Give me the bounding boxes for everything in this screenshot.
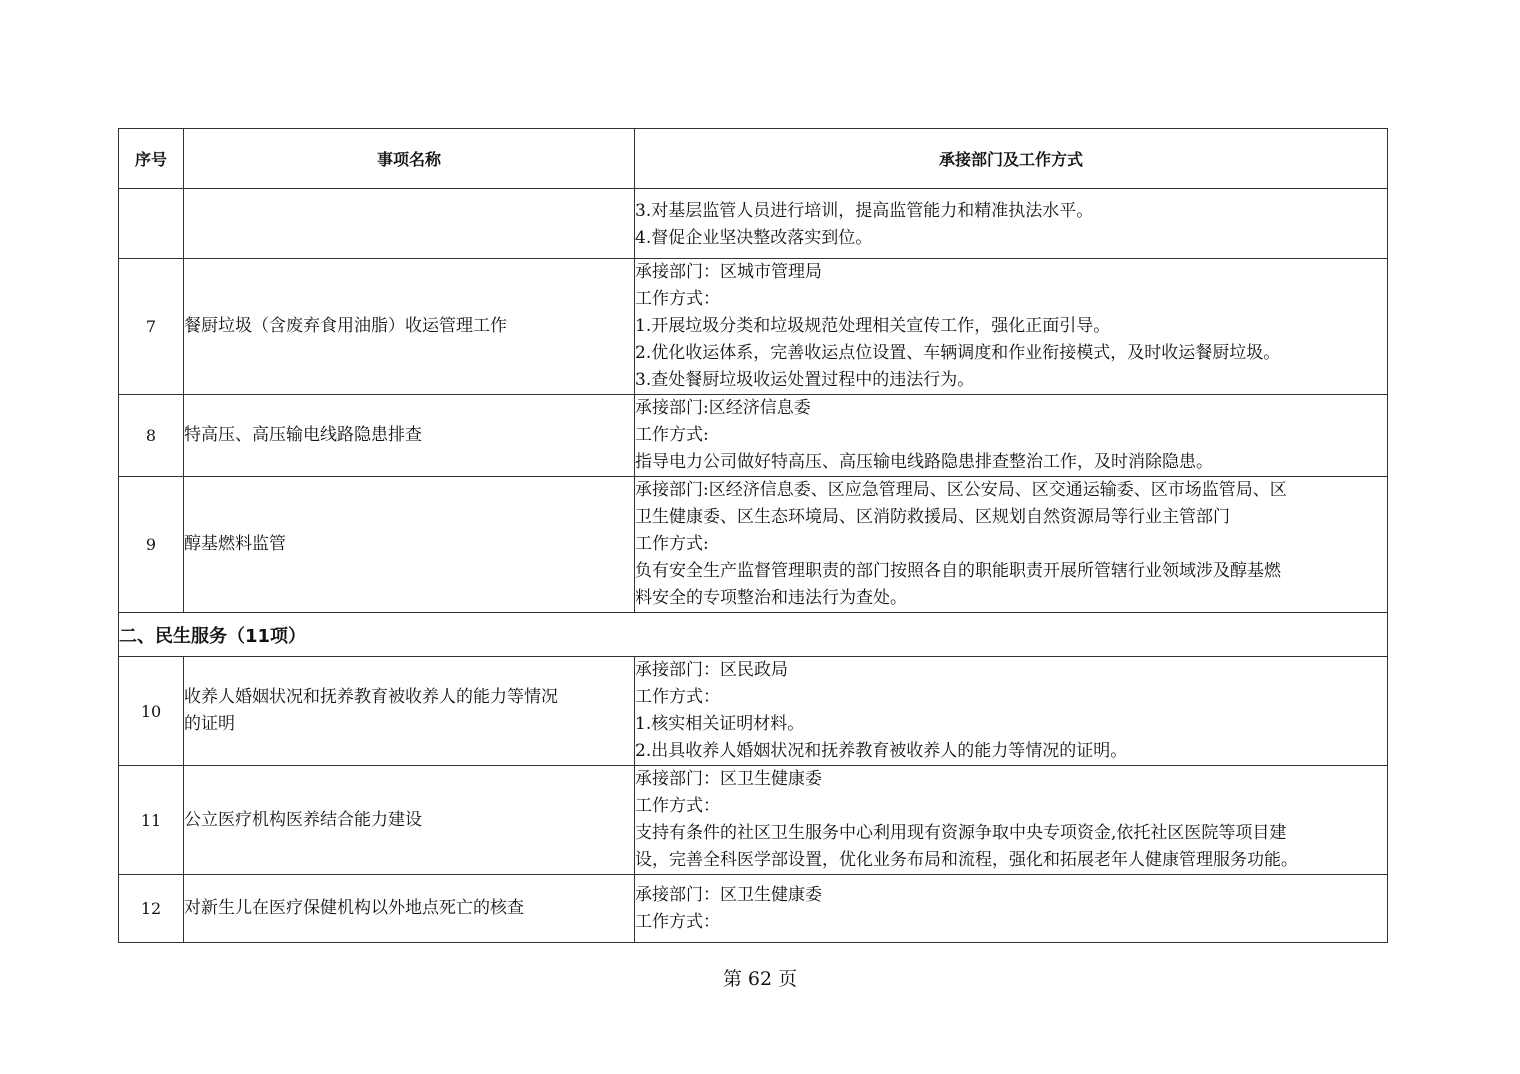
work-line: 承接部门：区城市管理局 [635,262,822,282]
row-name: 醇基燃料监管 [184,477,635,613]
work-line: 负有安全生产监督管理职责的部门按照各自的职能职责开展所管辖行业领域涉及醇基燃 [635,561,1281,581]
row-name [184,189,635,259]
row-work [635,766,1388,875]
work-line: 承接部门：区卫生健康委 [635,769,822,789]
row-work [635,189,1388,259]
row-name: 餐厨垃圾（含废弃食用油脂）收运管理工作 [184,259,635,395]
row-name [184,657,635,766]
work-line: 工作方式: [635,425,709,445]
header-name: 事项名称 [184,129,635,189]
row-seq: 12 [119,875,184,943]
work-line: 工作方式： [635,911,720,932]
table-row [119,766,1388,875]
row-name: 特高压、高压输电线路隐患排查 [184,395,635,477]
section-row [119,613,1388,657]
row-work [635,875,1388,943]
row-seq [119,189,184,259]
work-line: 承接部门:区经济信息委、区应急管理局、区公安局、区交通运输委、区市场监管局、区 [635,480,1287,500]
row-seq: 7 [119,259,184,395]
row-seq: 10 [119,657,184,766]
work-line: 4.督促企业坚决整改落实到位。 [635,227,873,248]
table-row [119,395,1388,477]
row-work [635,259,1388,395]
work-line: 工作方式： [635,796,720,816]
work-line: 承接部门:区经济信息委 [635,398,811,418]
work-line: 2.优化收运体系，完善收运点位设置、车辆调度和作业衔接模式，及时收运餐厨垃圾。 [635,343,1281,363]
row-seq: 8 [119,395,184,477]
work-line: 工作方式： [635,289,720,309]
table-row [119,657,1388,766]
table-header-row [119,129,1388,189]
row-work [635,395,1388,477]
work-line: 设，完善全科医学部设置，优化业务布局和流程，强化和拓展老年人健康管理服务功能。 [635,850,1298,870]
row-name: 对新生儿在医疗保健机构以外地点死亡的核查 [184,875,635,943]
table-row [119,259,1388,395]
work-line: 3.对基层监管人员进行培训，提高监管能力和精准执法水平。 [635,200,1094,221]
work-line: 1.核实相关证明材料。 [635,714,805,734]
work-line: 支持有条件的社区卫生服务中心利用现有资源争取中央专项资金,依托社区医院等项目建 [635,823,1287,843]
row-work [635,657,1388,766]
work-line: 卫生健康委、区生态环境局、区消防救援局、区规划自然资源局等行业主管部门 [635,507,1230,527]
work-line: 工作方式: [635,534,709,554]
page-number: 第 62 页 [722,968,798,990]
table-row [119,477,1388,613]
work-line: 承接部门：区卫生健康委 [635,884,822,905]
work-line: 指导电力公司做好特高压、高压输电线路隐患排查整治工作，及时消除隐患。 [635,452,1213,472]
table-row [119,189,1388,259]
work-line: 1.开展垃圾分类和垃圾规范处理相关宣传工作，强化正面引导。 [635,316,1111,336]
work-line: 承接部门：区民政局 [635,660,788,680]
header-dept: 承接部门及工作方式 [635,129,1388,189]
header-seq: 序号 [119,129,184,189]
work-line: 工作方式： [635,687,720,707]
section-title: 二、民生服务（11项） [119,613,1388,657]
work-line: 料安全的专项整治和违法行为查处。 [635,588,907,608]
row-seq: 11 [119,766,184,875]
work-line: 3.查处餐厨垃圾收运处置过程中的违法行为。 [635,370,975,390]
name-line: 收养人婚姻状况和抚养教育被收养人的能力等情况 [184,687,558,707]
row-work [635,477,1388,613]
row-seq: 9 [119,477,184,613]
table-row [119,875,1388,943]
work-line: 2.出具收养人婚姻状况和抚养教育被收养人的能力等情况的证明。 [635,741,1128,761]
name-line: 的证明 [184,714,235,734]
row-name: 公立医疗机构医养结合能力建设 [184,766,635,875]
document-table [118,128,1388,943]
